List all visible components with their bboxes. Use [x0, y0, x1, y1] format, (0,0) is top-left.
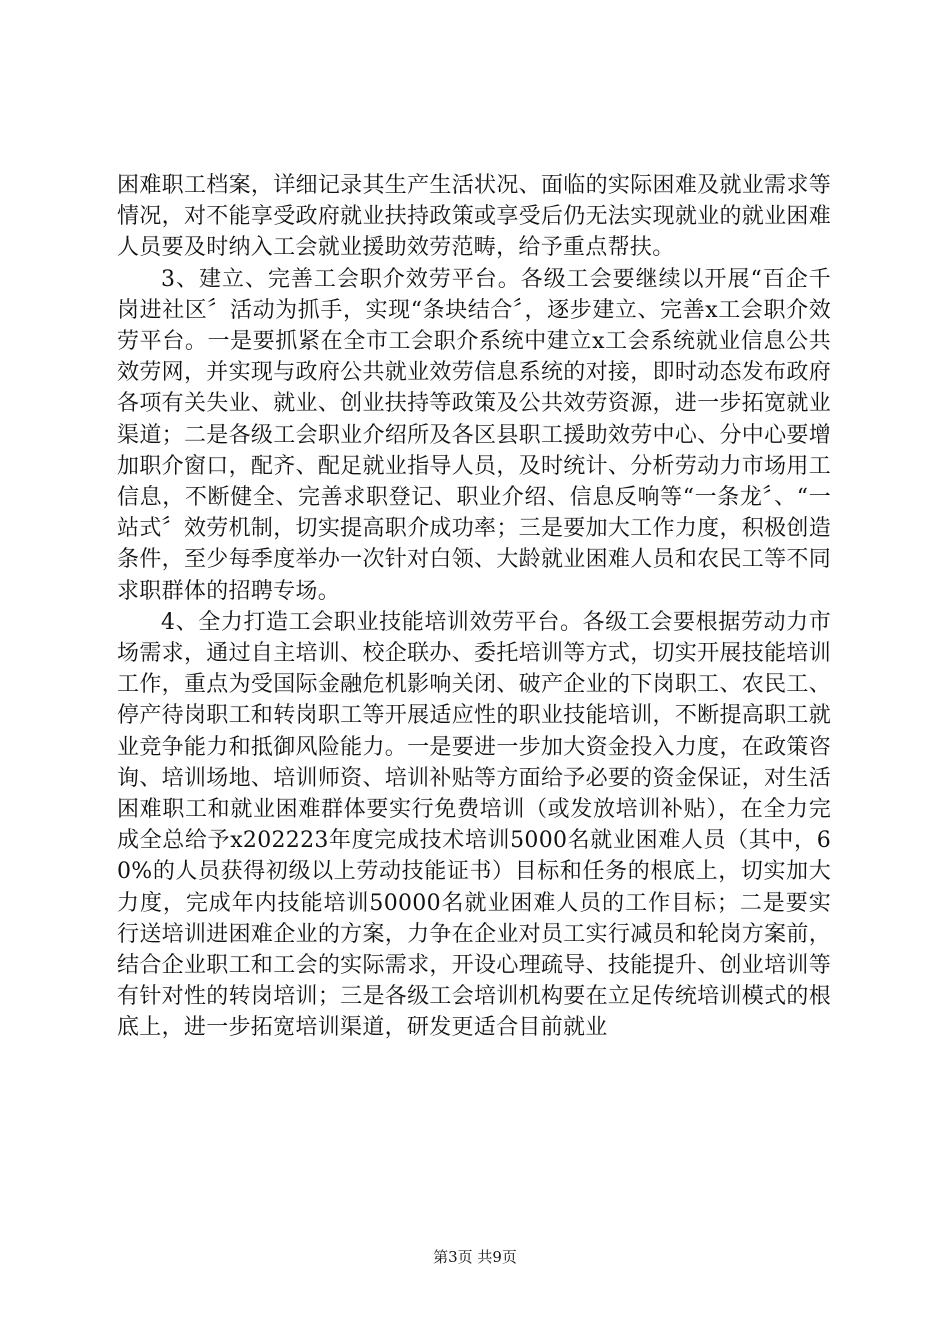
paragraph-continuation: 困难职工档案，详细记录其生产生活状况、面临的实际困难及就业需求等情况，对不能享受政府就业扶持政策或享受后仍无法实现就业的就业困难人员要及时纳入工会就业援助效劳范畴，给予重点帮扶。 — [117, 173, 831, 261]
paragraph-section-4: 4、全力打造工会职业技能培训效劳平台。各级工会要根据劳动力市场需求，通过自主培训、校企联办、委托培训等方式，切实开展技能培训工作，重点为受国际金融危机影响关闭、破产企业的下岗职工、农民工、停产待岗职工和转岗职工等开展适应性的职业技能培训，不断提高职工就业竞争能力和抵御风险能力。一是要进一步加大资金投入力度，在政策咨询、培训场地、培训师资、培训补贴等方面给予必要的资金保证，对生活困难职工和就业困难群体要实行免费培训（或发放培训补贴），在全力完成全总给予x202223年度完成技术培训5000名就业困难人员（其中，60%的人员获得初级以上劳动技能证书）目标和任务的根底上，切实加大力度，完成年内技能培训50000名就业困难人员的工作目标；二是要实行送培训进困难企业的方案，力争在企业对员工实行减员和轮岗方案前，结合企业职工和工会的实际需求，开设心理疏导、技能提升、创业培训等有针对性的转岗培训；三是各级工会培训机构要在立足传统培训模式的根底上，进一步拓宽培训渠道，研发更适合目前就业 — [117, 609, 831, 1041]
paragraph-section-3: 3、建立、完善工会职介效劳平台。各级工会要继续以开展“百企千岗进社区〞活动为抓手，实现“条块结合〞，逐步建立、完善x工会职介效劳平台。一是要抓紧在全市工会职介系统中建立x工会系统就业信息公共效劳网，并实现与政府公共就业效劳信息系统的对接，即时动态发布政府各项有关失业、就业、创业扶持等政策及公共效劳资源，进一步拓宽就业渠道；二是各级工会职业介绍所及各区县职工援助效劳中心、分中心要增加职介窗口，配齐、配足就业指导人员，及时统计、分析劳动力市场用工信息，不断健全、完善求职登记、职业介绍、信息反响等“一条龙〞、“一站式〞效劳机制，切实提高职介成功率；三是要加大工作力度，积极创造条件，至少每季度举办一次针对白领、大龄就业困难人员和农民工等不同求职群体的招聘专场。 — [117, 266, 831, 604]
document-body — [117, 170, 831, 1044]
page-number-footer: 第3页 共9页 — [433, 1248, 517, 1266]
